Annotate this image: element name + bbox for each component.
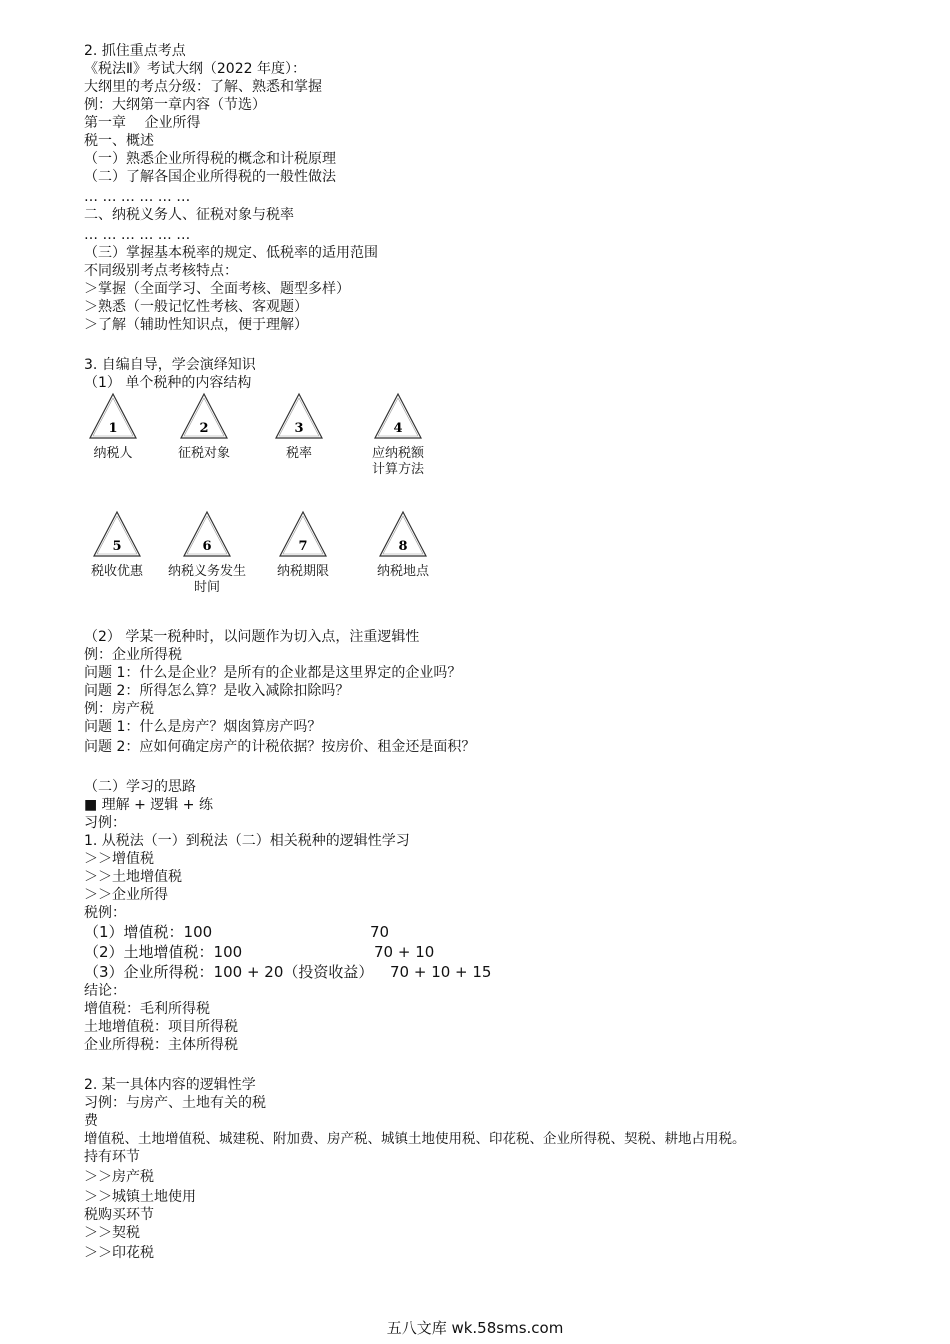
triangle-number: 4 [393,421,403,436]
section-2-title: 2. 抓住重点考点 [84,43,186,59]
text-line: ＞＞企业所得 [84,887,168,903]
triangle-number: 7 [298,539,308,554]
text-line: 不同级别考点考核特点： [84,263,238,279]
text-line: 土地增值税：项目所得税 [84,1019,238,1035]
tax-example-value: 70 [370,923,390,941]
text-line: ＞＞土地增值税 [84,869,182,885]
text-line: 问题 2：所得怎么算？是收入减除扣除吗？ [84,683,350,699]
text-line: 税一、概述 [84,133,154,149]
triangle-number: 3 [294,421,304,436]
part-2-title: 2. 某一具体内容的逻辑性学 [84,1077,256,1093]
triangle-item [162,510,252,596]
text-line: （二）了解各国企业所得税的一般性做法 [84,169,336,185]
triangle-icon [373,392,423,440]
text-line: 问题 1：什么是企业？是所有的企业都是这里界定的企业吗？ [84,665,462,681]
triangle-item [258,510,348,580]
tax-example-value: 70 + 10 + 15 [390,963,492,981]
bullet-line: ■ 理解 + 逻辑 + 练 [84,797,213,813]
triangle-label: 征税对象 [177,446,230,461]
triangle-item [358,510,448,580]
text-line: ＞＞增值税 [84,851,154,867]
tax-list-line: 增值税、土地增值税、城建税、附加费、房产税、城镇土地使用税、印花税、企业所得税、契税、耕地占用税。 [84,1131,746,1147]
ellipsis-line: … … … … … … [84,227,191,243]
tax-example-row [84,942,924,962]
bullet-line: ＞熟悉（一般记忆性考核、客观题） [84,299,308,315]
triangle-label: 纳税义务发生 时间 [167,564,246,595]
document-page [84,42,924,1262]
text-line: 例：房产税 [84,701,154,717]
text-line: （一）熟悉企业所得税的概念和计税原理 [84,151,336,167]
text-line: 习例： [84,815,126,831]
text-line: 增值税：毛利所得税 [84,1001,210,1017]
triangle-row-2 [84,510,924,628]
triangle-icon [274,392,324,440]
text-line: （三）掌握基本税率的规定、低税率的适用范围 [84,245,378,261]
triangle-icon [88,392,138,440]
section-3-title: 3. 自编自导，学会演绎知识 [84,357,256,373]
text-line: 问题 1：什么是房产？烟囱算房产吗？ [84,719,322,735]
footer-watermark: 五八文库 wk.58sms.com [386,1319,564,1337]
text-line: ＞＞城镇土地使用 [84,1189,196,1205]
triangle-item [353,392,443,478]
tax-example-name: （3）企业所得税：100 + 20（投资收益） [84,963,374,981]
text-line: ＞＞印花税 [84,1245,154,1261]
text-line: 结论： [84,983,126,999]
tax-example-row [84,922,924,942]
text-line: 例：大纲第一章内容（节选） [84,97,266,113]
triangle-icon [179,392,229,440]
text-line: 税例： [84,905,126,921]
triangle-label: 纳税地点 [376,564,429,579]
triangle-number: 8 [398,539,408,554]
bullet-line: ＞了解（辅助性知识点，便于理解） [84,317,308,333]
text-line: 企业所得税：主体所得税 [84,1037,238,1053]
triangle-label: 应纳税额 计算方法 [371,446,424,477]
subheading: （2） 学某一税种时，以问题作为切入点，注重逻辑性 [84,629,420,645]
tax-example-value: 70 + 10 [374,943,435,961]
triangle-item [68,392,158,462]
text-line: 二、纳税义务人、征税对象与税率 [84,207,294,223]
text-line: 费 [84,1113,98,1129]
text-line: 大纲里的考点分级：了解、熟悉和掌握 [84,79,322,95]
subheading: （1） 单个税种的内容结构 [84,375,252,391]
triangle-label: 纳税人 [93,446,133,461]
tax-example-name: （2）土地增值税：100 [84,943,243,961]
tax-example-name: （1）增值税：100 [84,923,213,941]
text-line: 习例：与房产、土地有关的税 [84,1095,266,1111]
triangle-label: 税收优惠 [90,564,143,579]
text-line: 税购买环节 [84,1207,154,1223]
text-line: 1. 从税法（一）到税法（二）相关税种的逻辑性学习 [84,833,410,849]
triangle-label: 税率 [285,446,312,461]
text-line: ＞＞契税 [84,1225,140,1241]
text-line: ＞＞房产税 [84,1169,154,1185]
triangle-icon [92,510,142,558]
text-line: 例：企业所得税 [84,647,182,663]
triangle-icon [182,510,232,558]
text-line: 持有环节 [84,1149,140,1165]
triangle-item [254,392,344,462]
triangle-number: 1 [108,421,118,436]
triangle-item [159,392,249,462]
ellipsis-line: … … … … … … [84,189,191,205]
triangle-number: 5 [112,539,122,554]
tax-example-row [84,962,924,982]
thinking-title: （二）学习的思路 [84,779,196,795]
text-line: 问题 2：应如何确定房产的计税依据？按房价、租金还是面积？ [84,739,476,755]
text-line: 第一章 企业所得 [84,115,201,131]
bullet-line: ＞掌握（全面学习、全面考核、题型多样） [84,281,350,297]
triangle-number: 2 [199,421,209,436]
triangle-label: 纳税期限 [276,564,329,579]
triangle-icon [278,510,328,558]
triangle-number: 6 [202,539,212,554]
triangle-row-1 [84,392,924,510]
triangle-item [72,510,162,580]
triangle-icon [378,510,428,558]
text-line: 《税法Ⅱ》考试大纲（2022 年度）： [84,61,306,77]
